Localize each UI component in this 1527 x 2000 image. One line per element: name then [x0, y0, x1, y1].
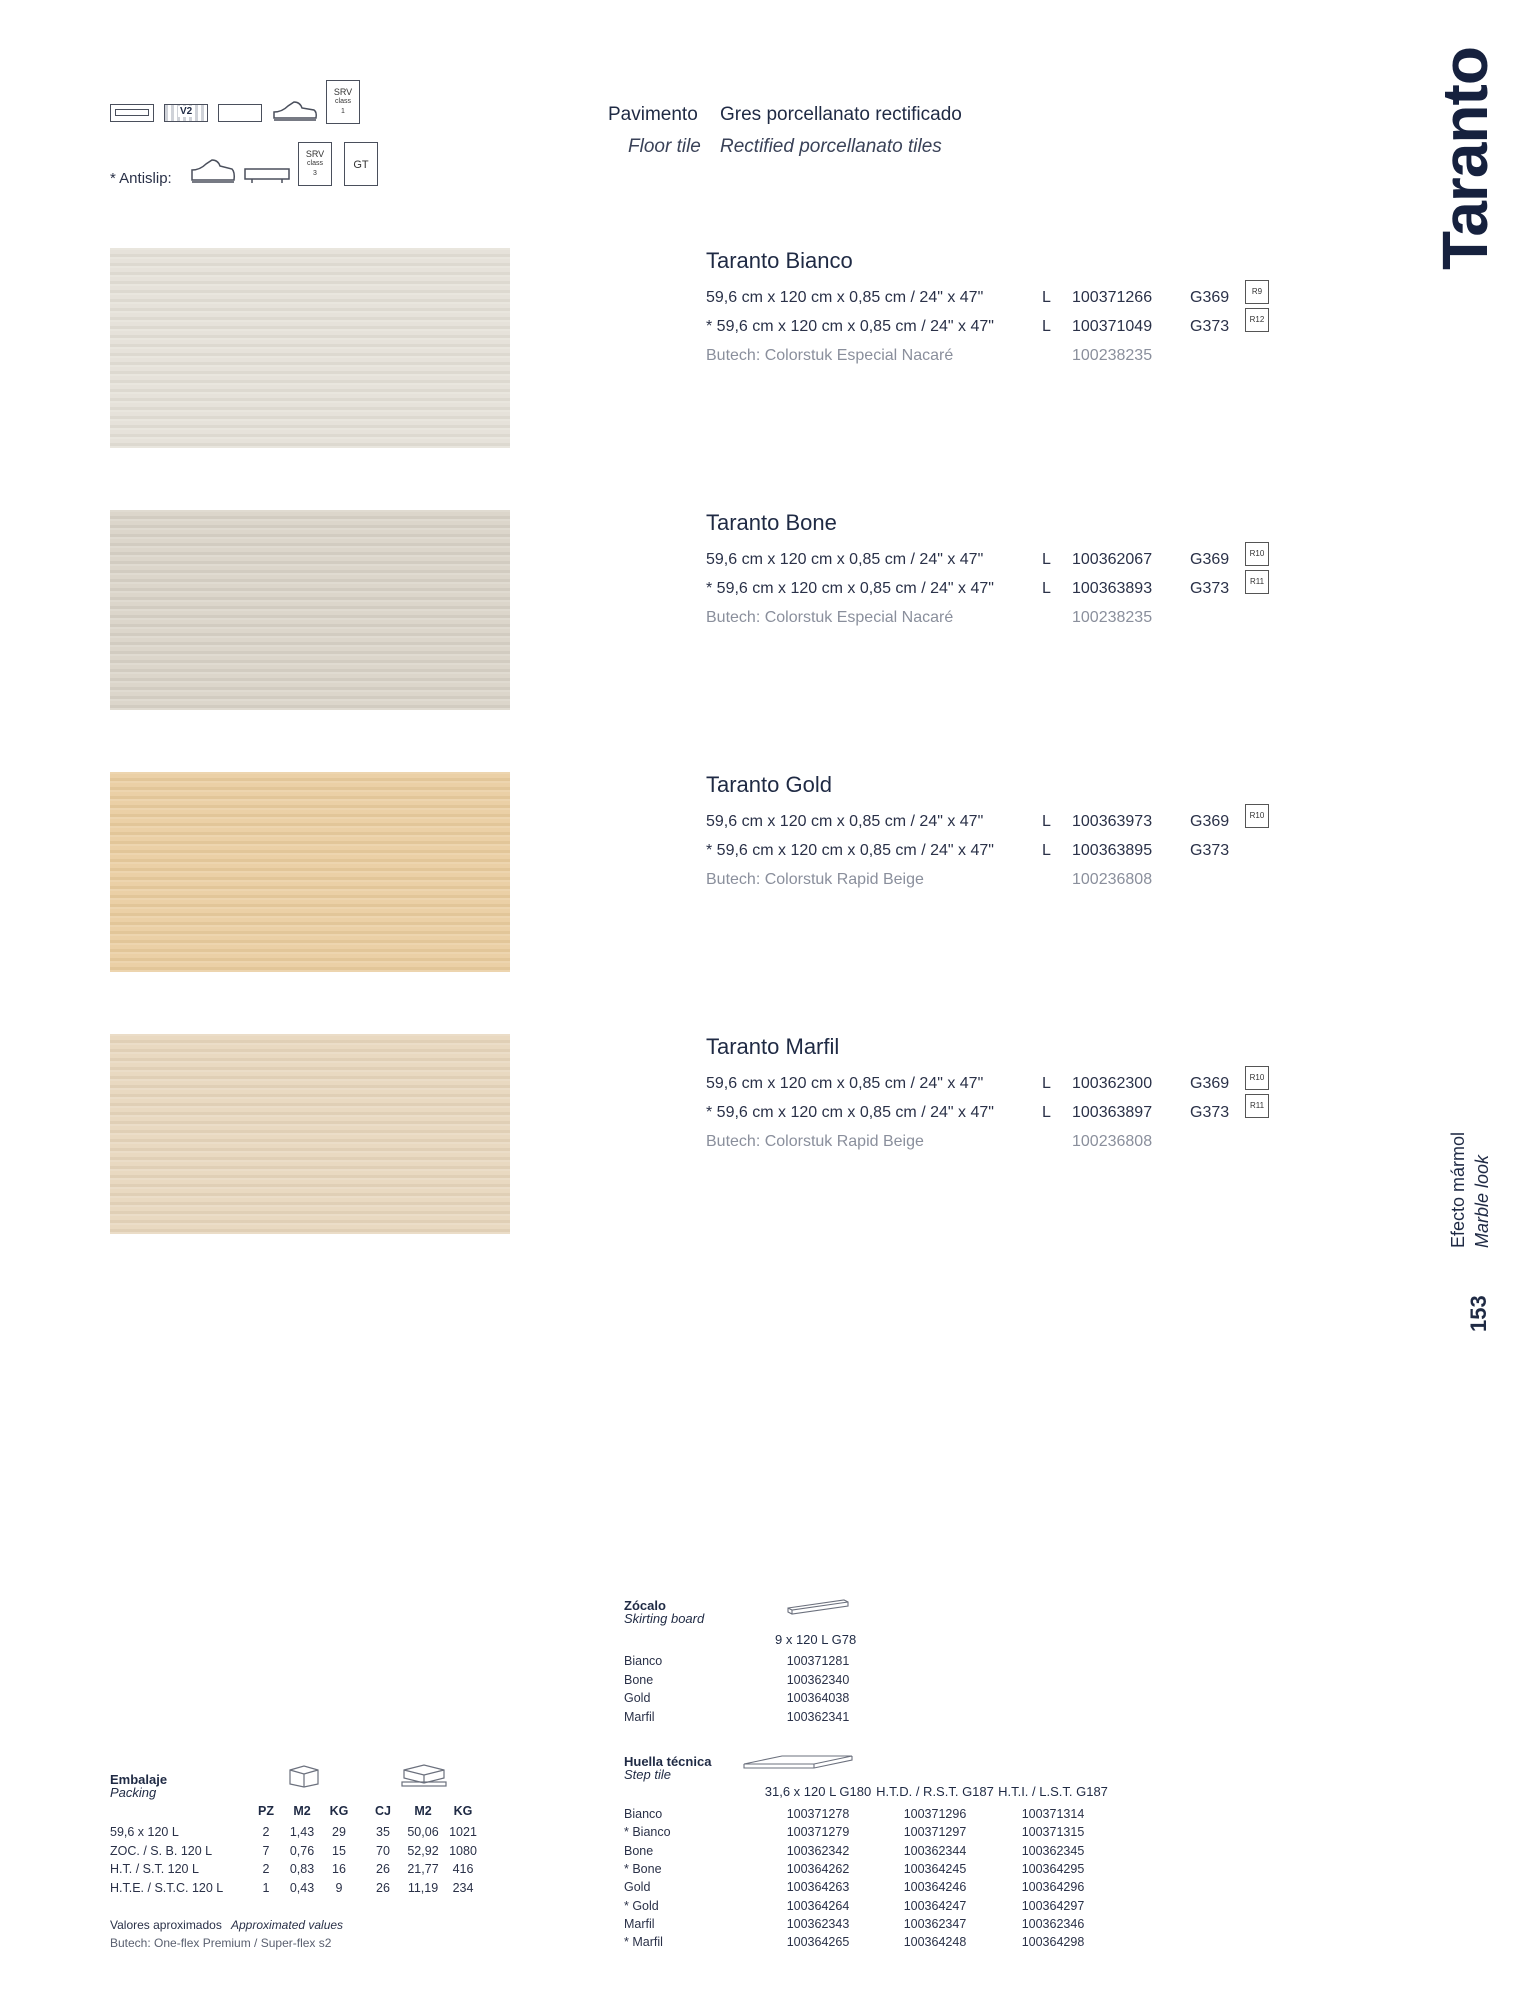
butech-code: 100238235 [1072, 347, 1153, 364]
pallet-icon [400, 1760, 448, 1788]
edge-text: L [1042, 551, 1051, 568]
antislip-label: * Antislip: [110, 170, 172, 187]
code-text: 100363973 [1072, 813, 1153, 830]
packing-row-label: H.T. / S.T. 120 L [110, 1862, 199, 1876]
packing-col-header: KG [453, 1804, 473, 1818]
step-code: 100362344 [903, 1843, 967, 1858]
rectified-edge-icon [110, 104, 154, 122]
box-icon [288, 1764, 320, 1788]
skirting-row-label: Marfil [624, 1709, 655, 1724]
edge-text: L [1042, 580, 1051, 597]
step-code: 100364262 [786, 1861, 850, 1876]
code-text: 100362067 [1072, 551, 1153, 568]
code-text: 100363895 [1072, 842, 1153, 859]
product-name: Taranto Gold [706, 772, 832, 797]
packing-subtitle: Packing [110, 1785, 157, 1800]
tile-swatch [110, 248, 510, 448]
step-tile-icon [742, 1752, 854, 1774]
packing-cell: 0,43 [289, 1880, 315, 1895]
size-text: * 59,6 cm x 120 cm x 0,85 cm / 24" x 47" [706, 1104, 994, 1121]
v2-label: V2 [180, 106, 193, 117]
foot-traffic-icon [272, 98, 318, 122]
edge-text: L [1042, 813, 1051, 830]
step-code: 100362343 [786, 1916, 850, 1931]
packing-cell: 1021 [449, 1825, 477, 1839]
tile-swatch [110, 772, 510, 972]
step-col-header: H.T.I. / L.S.T. G187 [998, 1784, 1108, 1799]
step-code: 100371297 [903, 1825, 967, 1840]
step-code: 100371315 [1021, 1825, 1085, 1840]
step-row-label: Gold [624, 1880, 651, 1895]
step-col-header: H.T.D. / R.S.T. G187 [876, 1784, 994, 1799]
size-text: * 59,6 cm x 120 cm x 0,85 cm / 24" x 47" [706, 580, 994, 597]
group-text: G373 [1190, 842, 1230, 859]
packing-col-header: CJ [375, 1804, 391, 1818]
step-row-label: * Bianco [624, 1825, 671, 1840]
srv-class-3-badge: SRV class 3 [298, 142, 332, 186]
packing-cell: 26 [376, 1880, 390, 1895]
step-row-label: * Bone [624, 1861, 662, 1876]
packing-cell: 26 [376, 1862, 390, 1876]
step-row-label: * Marfil [624, 1935, 663, 1950]
packing-cell: 21,77 [407, 1862, 439, 1876]
edge-text: L [1042, 1075, 1051, 1092]
packing-cell: 35 [376, 1825, 390, 1839]
group-text: G373 [1190, 580, 1230, 597]
packing-cell: 11,19 [407, 1880, 439, 1895]
skirting-row-label: Gold [624, 1691, 651, 1705]
butech-text: Butech: Colorstuk Rapid Beige [706, 871, 924, 888]
step-row-label: * Gold [624, 1898, 659, 1913]
code-text: 100363893 [1072, 580, 1153, 597]
slip-rating-badge: R10 [1245, 542, 1269, 566]
step-title: Huella técnica [624, 1754, 712, 1769]
packing-cell: 416 [452, 1862, 474, 1876]
step-code: 100364247 [903, 1898, 967, 1913]
skirting-row-label: Bianco [624, 1654, 663, 1668]
butech-code: 100238235 [1072, 609, 1153, 626]
skirting-subtitle: Skirting board [624, 1611, 705, 1626]
packing-butech: Butech: One-flex Premium / Super-flex s2 [110, 1936, 332, 1950]
size-text: 59,6 cm x 120 cm x 0,85 cm / 24" x 47" [706, 1075, 984, 1092]
step-code: 100362346 [1021, 1916, 1085, 1931]
step-code: 100364298 [1021, 1935, 1085, 1950]
step-code: 100364263 [786, 1880, 850, 1895]
skirting-header: 9 x 120 L G78 [775, 1632, 857, 1647]
group-text: G369 [1190, 1075, 1230, 1092]
packing-cell: 1,43 [289, 1825, 315, 1839]
packing-cell: 29 [332, 1825, 346, 1839]
packing-cell: 1080 [449, 1843, 477, 1858]
step-col-header: 31,6 x 120 L G180 [764, 1784, 872, 1799]
butech-code: 100236808 [1072, 1133, 1153, 1150]
size-text: 59,6 cm x 120 cm x 0,85 cm / 24" x 47" [706, 813, 984, 830]
packing-col-header: M2 [293, 1804, 311, 1818]
packing-row-label: ZOC. / S. B. 120 L [110, 1843, 213, 1858]
tile-swatch [110, 510, 510, 710]
slip-rating-badge: R10 [1245, 1066, 1269, 1090]
packing-row-label: 59,6 x 120 L [110, 1825, 179, 1839]
step-code: 100371278 [786, 1807, 850, 1821]
skirting-board-icon [786, 1596, 850, 1616]
srv-class-1-badge: SRV class 1 [326, 80, 360, 124]
antislip-surface-icon [244, 166, 290, 184]
size-text: 59,6 cm x 120 cm x 0,85 cm / 24" x 47" [706, 289, 984, 306]
step-code: 100362347 [903, 1916, 967, 1931]
group-text: G369 [1190, 813, 1230, 830]
slip-rating-badge: R10 [1245, 804, 1269, 828]
packing-cell: 52,92 [407, 1843, 439, 1858]
butech-text: Butech: Colorstuk Rapid Beige [706, 1133, 924, 1150]
gt-badge: GT [344, 142, 378, 186]
step-code: 100364248 [903, 1935, 967, 1950]
brand-title: Taranto [1429, 47, 1501, 270]
packing-col-header: PZ [258, 1804, 274, 1818]
slip-rating-badge: R9 [1245, 280, 1269, 304]
product-name: Taranto Bone [706, 510, 837, 535]
size-text: * 59,6 cm x 120 cm x 0,85 cm / 24" x 47" [706, 318, 994, 335]
packing-cell: 2 [262, 1862, 270, 1876]
slip-rating-badge: R11 [1245, 1094, 1269, 1118]
step-row-label: Marfil [624, 1916, 655, 1931]
product-name: Taranto Marfil [706, 1034, 840, 1059]
packing-cell: 16 [332, 1862, 346, 1876]
group-text: G373 [1190, 318, 1230, 335]
packing-cell: 2 [262, 1825, 270, 1839]
size-text: * 59,6 cm x 120 cm x 0,85 cm / 24" x 47" [706, 842, 994, 859]
step-code: 100364246 [903, 1880, 967, 1895]
title-es-label: Pavimento [608, 104, 698, 125]
group-text: G373 [1190, 1104, 1230, 1121]
step-code: 100371314 [1021, 1807, 1085, 1821]
antislip-shoe-icon [190, 158, 236, 184]
title-en-value: Rectified porcellanato tiles [720, 136, 942, 157]
packing-col-header: M2 [414, 1804, 432, 1818]
slip-rating-badge: R12 [1245, 308, 1269, 332]
slip-rating-badge: R11 [1245, 570, 1269, 594]
packing-cell: 1 [262, 1880, 270, 1895]
shade-variation-icon [164, 104, 208, 122]
edge-text: L [1042, 318, 1051, 335]
skirting-code: 100362341 [786, 1709, 850, 1724]
step-code: 100364245 [903, 1861, 967, 1876]
group-text: G369 [1190, 551, 1230, 568]
code-text: 100371049 [1072, 318, 1153, 335]
packing-note-es: Valores aproximados [110, 1918, 222, 1932]
step-subtitle: Step tile [624, 1767, 671, 1782]
step-code: 100371279 [786, 1825, 850, 1840]
packing-cell: 50,06 [407, 1825, 439, 1839]
edge-text: L [1042, 842, 1051, 859]
packing-row-label: H.T.E. / S.T.C. 120 L [110, 1880, 224, 1895]
group-text: G369 [1190, 289, 1230, 306]
packing-cell: 9 [335, 1880, 343, 1895]
skirting-title: Zócalo [624, 1598, 666, 1613]
packing-cell: 0,83 [289, 1862, 315, 1876]
packing-note-en: Approximated values [231, 1918, 344, 1932]
product-name: Taranto Bianco [706, 248, 853, 273]
packing-col-header: KG [329, 1804, 349, 1818]
step-code: 100364265 [786, 1935, 850, 1950]
step-row-label: Bone [624, 1843, 654, 1858]
code-text: 100371266 [1072, 289, 1153, 306]
title-es-value: Gres porcellanato rectificado [720, 104, 962, 125]
page-number: 153 [1466, 1295, 1491, 1332]
butech-text: Butech: Colorstuk Especial Nacaré [706, 609, 954, 626]
edge-text: L [1042, 1104, 1051, 1121]
title-en-label: Floor tile [628, 136, 701, 157]
category-es: Efecto mármol [1448, 1131, 1468, 1248]
butech-code: 100236808 [1072, 871, 1153, 888]
code-text: 100363897 [1072, 1104, 1153, 1121]
skirting-code: 100362340 [786, 1672, 850, 1687]
category-en: Marble look [1472, 1154, 1492, 1248]
step-code: 100364296 [1021, 1880, 1085, 1895]
step-code: 100371296 [903, 1807, 967, 1821]
packing-cell: 234 [452, 1880, 474, 1895]
step-code: 100364295 [1021, 1861, 1085, 1876]
step-code: 100362345 [1021, 1843, 1085, 1858]
step-code: 100364264 [786, 1898, 850, 1913]
step-code: 100362342 [786, 1843, 850, 1858]
skirting-row-label: Bone [624, 1672, 654, 1687]
packing-cell: 70 [376, 1843, 390, 1858]
edge-text: L [1042, 289, 1051, 306]
butech-text: Butech: Colorstuk Especial Nacaré [706, 347, 954, 364]
packing-title: Embalaje [110, 1772, 168, 1787]
step-row-label: Bianco [624, 1807, 663, 1821]
packing-cell: 7 [262, 1843, 270, 1858]
step-code: 100364297 [1021, 1898, 1085, 1913]
packing-cell: 0,76 [289, 1843, 315, 1858]
tile-surface-icon [218, 104, 262, 122]
skirting-code: 100371281 [786, 1654, 850, 1668]
skirting-code: 100364038 [786, 1691, 850, 1705]
packing-cell: 15 [332, 1843, 346, 1858]
size-text: 59,6 cm x 120 cm x 0,85 cm / 24" x 47" [706, 551, 984, 568]
code-text: 100362300 [1072, 1075, 1153, 1092]
tile-swatch [110, 1034, 510, 1234]
